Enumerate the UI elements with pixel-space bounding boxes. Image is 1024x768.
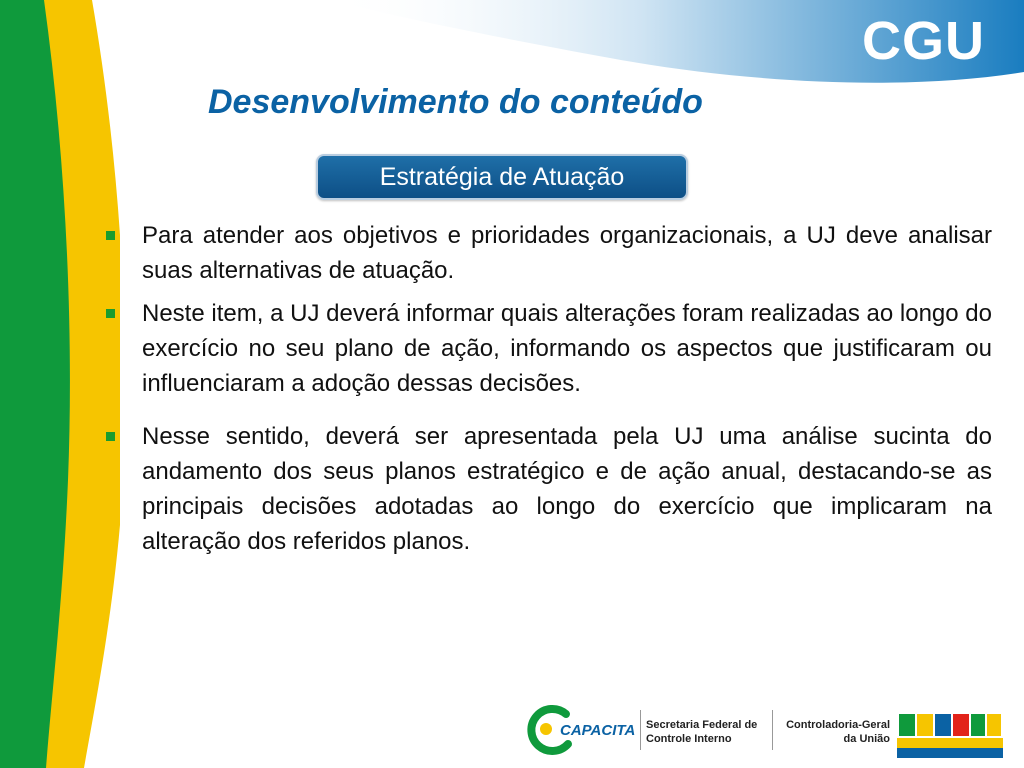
- bullet-text: Nesse sentido, deverá ser apresentada pela UJ uma análise sucinta do andamento dos seus planos estratégico e de ação anual, destacando-se as principais decisões adotadas ao longo do exercício que implicaram na alteração dos referidos planos.: [142, 423, 992, 555]
- section-label: Estratégia de Atuação: [316, 154, 688, 200]
- side-wave-decoration: [0, 0, 120, 768]
- page-title: Desenvolvimento do conteúdo: [208, 83, 703, 121]
- footer-logos: [520, 702, 1010, 758]
- bullet-list: [104, 218, 992, 567]
- square-bullet-icon: [106, 432, 115, 441]
- square-bullet-icon: [106, 231, 115, 240]
- cgu-logo: CGU: [862, 11, 985, 71]
- sfc-logo-text: Secretaria Federal de Controle Interno: [646, 719, 758, 745]
- capacita-logo-text: CAPACITA: [560, 722, 636, 739]
- brasil-governo-federal-logo: [897, 710, 1003, 758]
- bullet-text: Neste item, a UJ deverá informar quais alterações foram realizadas ao longo do exercício no seu plano de ação, informando os aspectos que justificaram ou influenciaram a adoção dessas decisões.: [142, 300, 992, 397]
- footer-divider: [772, 710, 773, 750]
- bullet-item: [104, 419, 992, 559]
- bullet-item: [104, 296, 992, 401]
- footer-divider: [640, 710, 641, 750]
- cgu-logo-text: Controladoria-Geral da União: [786, 719, 890, 745]
- square-bullet-icon: [106, 309, 115, 318]
- bullet-text: Para atender aos objetivos e prioridades organizacionais, a UJ deve analisar suas alternativas de atuação.: [142, 222, 992, 284]
- bullet-item: [104, 218, 992, 288]
